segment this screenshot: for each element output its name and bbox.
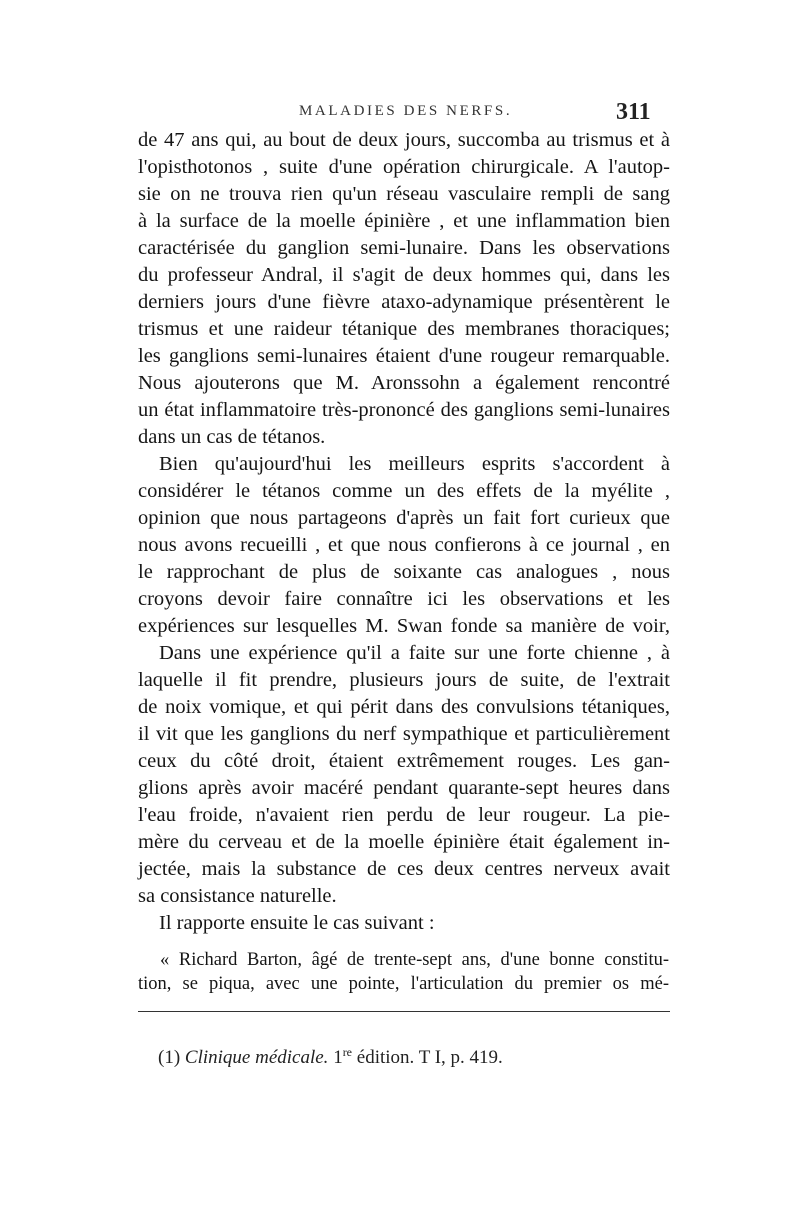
footnote-title: Clinique médicale.: [184, 1047, 329, 1068]
text-line: Nous ajouterons que M. Aronssohn a également rencontré: [138, 372, 670, 394]
quote-line: tion, se piqua, avec une pointe, l'articulation du premier os mé-: [138, 974, 669, 994]
text-line: les ganglions semi-lunaires étaient d'une rougeur remarquable.: [138, 345, 670, 367]
text-line: un état inflammatoire très-prononcé des ganglions semi-lunaires: [138, 399, 670, 421]
text-line: l'opisthotonos , suite d'une opération chirurgicale. A l'autop-: [138, 156, 670, 178]
text-line: sie on ne trouva rien qu'un réseau vasculaire rempli de sang: [138, 183, 670, 205]
paragraph-start-line: Il rapporte ensuite le cas suivant :: [159, 912, 435, 934]
footnote-rule: [138, 1011, 670, 1012]
footnote-reference: édition. T I, p. 419.: [356, 1047, 503, 1068]
quote-line: « Richard Barton, âgé de trente-sept ans, d'une bonne constitu-: [160, 950, 669, 970]
text-line: dans un cas de tétanos.: [138, 426, 326, 448]
text-line: glions après avoir macéré pendant quarante-sept heures dans: [138, 777, 670, 799]
paragraph-start-line: Dans une expérience qu'il a faite sur une forte chienne , à: [159, 642, 670, 664]
text-line: il vit que les ganglions du nerf sympathique et particulièrement: [138, 723, 670, 745]
text-line: ceux du côté droit, étaient extrêmement rouges. Les gan-: [138, 750, 670, 772]
text-line: expériences sur lesquelles M. Swan fonde sa manière de voir,: [138, 615, 670, 637]
running-title: MALADIES DES NERFS.: [299, 103, 513, 119]
text-line: de 47 ans qui, au bout de deux jours, succomba au trismus et à: [138, 129, 670, 151]
text-line: mère du cerveau et de la moelle épinière était également in-: [138, 831, 670, 853]
paragraph-start-line: Bien qu'aujourd'hui les meilleurs esprits s'accordent à: [159, 453, 670, 475]
text-line: croyons devoir faire connaître ici les observations et les: [138, 588, 670, 610]
page-number: 311: [616, 99, 651, 125]
text-line: jectée, mais la substance de ces deux centres nerveux avait: [138, 858, 670, 880]
text-line: laquelle il fit prendre, plusieurs jours de suite, de l'extrait: [138, 669, 670, 691]
text-line: caractérisée du ganglion semi-lunaire. Dans les observations: [138, 237, 670, 259]
text-line: de noix vomique, et qui périt dans des convulsions tétaniques,: [138, 696, 670, 718]
footnote-marker: (1): [158, 1047, 181, 1068]
text-line: du professeur Andral, il s'agit de deux hommes qui, dans les: [138, 264, 670, 286]
text-line: opinion que nous partageons d'après un fait fort curieux que: [138, 507, 670, 529]
text-line: le rapprochant de plus de soixante cas analogues , nous: [138, 561, 670, 583]
text-line: derniers jours d'une fièvre ataxo-adynamique présentèrent le: [138, 291, 670, 313]
text-line: nous avons recueilli , et que nous confierons à ce journal , en: [138, 534, 670, 556]
text-line: sa consistance naturelle.: [138, 885, 337, 907]
footnote: [158, 1040, 503, 1070]
footnote-edition-suffix: re: [342, 1045, 353, 1059]
text-line: considérer le tétanos comme un des effets de la myélite ,: [138, 480, 670, 502]
text-line: l'eau froide, n'avaient rien perdu de leur rougeur. La pie-: [138, 804, 670, 826]
text-line: trismus et une raideur tétanique des membranes thoraciques;: [138, 318, 670, 340]
text-line: à la surface de la moelle épinière , et une inflammation bien: [138, 210, 670, 232]
footnote-edition-number: 1: [333, 1047, 343, 1068]
